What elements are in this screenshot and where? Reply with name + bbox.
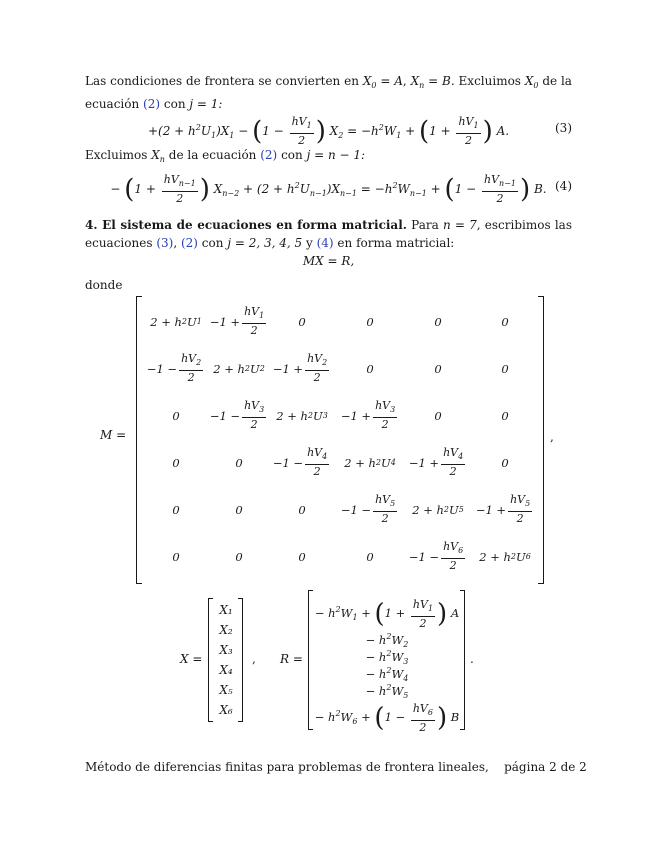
matrix-cell: 0 [235,455,243,470]
vector-entry: X₁ [219,603,233,617]
matrix-cell: 0 [501,361,509,376]
text: , escribimos las ecuaciones [85,218,572,250]
matrix-cell: −1 − $\frac{hV_6}{2}$ [408,540,464,572]
math-x0: $X_0$ [524,74,539,90]
matrix-cell: −1 − $\frac{hV_4}{2}$ [272,446,328,478]
section-heading: 4. El sistema de ecuaciones en forma matricial. [85,218,407,232]
left-bracket [308,590,313,730]
math-x0-equals-a: $X_0 = A$ [362,74,403,90]
text: Para [411,218,439,232]
vector-entry: X₄ [219,663,233,677]
matrix-cell: 0 [235,502,243,517]
vector-entry: − $h^2W_2$ [365,632,409,649]
equation-link[interactable]: (2) [260,148,278,162]
matrix-cell: −1 − $\frac{hV_2}{2}$ [146,352,202,384]
equation-link[interactable]: (4) [316,236,334,250]
matrix-cell: 2 + h 2 U 5 [412,502,464,517]
matrix-cell: −1 + $\frac{hV_2}{2}$ [272,352,328,384]
vector-entries [314,592,460,732]
vector-entries [214,600,238,720]
matrix-cell: 0 [172,502,180,517]
vector-entry: X₂ [219,623,233,637]
vector-entry: − $h^2W_4$ [365,666,409,683]
vector-entry: − $h^2W_6 + (1$ − $\frac{hV_6}{2}$ ) B [314,701,460,734]
punctuation: , [550,430,554,444]
matrix-cell: 0 [298,549,306,564]
matrix-cell: 0 [172,549,180,564]
matrix-cell: −1 + $\frac{hV_3}{2}$ [340,399,396,431]
equation-number: (3) [555,121,572,135]
matrix-cell: 0 [501,408,509,423]
matrix-cell: 0 [366,361,374,376]
text: con [281,148,303,162]
vector-entry: X₅ [219,683,233,697]
paragraph-boundary-conditions: Las condiciones de frontera se convierten en $X_0 = A$, $X_n = B$. Excluimos $X_0$ de la ecuación (2) con j = 1: [85,74,572,111]
vector-r [280,590,490,734]
matrix-cell: −1 + $\frac{hV_1}{2}$ [209,305,265,337]
matrix-cell: 0 [298,502,306,517]
right-bracket [538,296,544,584]
matrix-cell: 0 [366,314,374,329]
math-condition: j = n − 1: [306,148,366,162]
text: con [201,236,224,250]
page-footer: Método de diferencias finitas para problemas de frontera lineales, página 2 de 2 [85,760,587,774]
equation-4 [85,166,572,206]
vector-entry: − $h^2W_5$ [365,683,409,700]
text: en forma matricial: [337,236,455,250]
matrix-cell: 0 [434,361,442,376]
matrix-cell: −1 − $\frac{hV_5}{2}$ [340,493,396,525]
text: de la ecuación [85,74,572,111]
matrix-cell: 0 [434,408,442,423]
left-bracket [208,598,213,722]
text: y [305,236,313,250]
matrix-cell: 2 + h 2 U 1 [150,314,202,329]
vector-label: X = [180,652,203,666]
vector-entry: − $h^2W_3$ [365,649,409,666]
math-j-list: j = 2, 3, 4, 5 [227,236,303,250]
right-bracket [238,598,243,722]
matrix-cell: 2 + h 2 U 3 [276,408,328,423]
matrix-cell: 0 [235,549,243,564]
right-bracket [460,590,465,730]
math-condition: j = 1: [189,97,223,111]
punctuation: . [470,652,474,666]
matrix-cell: 0 [298,314,306,329]
vector-x [180,598,270,724]
equation-4-body: − (1 + $\frac{hV_{n-1}}{2}$ ) $X_{n-2} + (2 + h^2U_{n-1})X_{n-1} = -h^2W_{n-1} + (1$ − $\frac{hV_{n-1}}{2}$ ) B. [110,173,547,205]
equation-link[interactable]: (2) [143,97,161,111]
math-n-equals-7: n = 7 [442,218,477,232]
text: Las condiciones de frontera se convierten en [85,74,359,88]
vector-label: R = [280,652,303,666]
matrix-cell: 0 [501,314,509,329]
math-xn-equals-b: $X_n = B$ [410,74,451,90]
equation-3 [85,108,572,148]
matrix-grid [142,298,538,580]
matrix-cell: 0 [366,549,374,564]
equation-3-body: $+(2 + h^2U_1)X_1 - (1$ − $\frac{hV_1}{2}$ ) $X_2 = -h^2W_1 + (1$ + $\frac{hV_1}{2}$ ) A. [147,115,510,147]
matrix-cell: −1 + $\frac{hV_5}{2}$ [475,493,531,525]
matrix-m [100,296,560,582]
matrix-cell: 0 [501,455,509,470]
matrix-cell: −1 + $\frac{hV_4}{2}$ [408,446,464,478]
punctuation: , [252,652,256,666]
text: con [163,97,186,111]
vector-entry: X₃ [219,643,233,657]
matrix-label: M = [100,428,127,442]
equation-link[interactable]: (3) [156,236,174,250]
equation-link[interactable]: (2) [180,236,198,250]
donde-text: donde [85,278,123,292]
matrix-cell: 0 [172,455,180,470]
text: de la ecuación [168,148,257,162]
matrix-cell: 2 + h 2 U 2 [213,361,265,376]
vector-entry: X₆ [219,703,233,717]
math-xn: $X_n$ [151,148,165,164]
text: , [173,236,178,250]
section-4-paragraph [85,216,572,252]
matrix-cell: 2 + h 2 U 4 [344,455,396,470]
matrix-cell: −1 − $\frac{hV_3}{2}$ [209,399,265,431]
text: Excluimos [85,148,148,162]
system-equation: MX = R, [302,254,355,268]
equation-number: (4) [555,179,572,193]
text: Excluimos [458,74,521,88]
matrix-cell: 0 [172,408,180,423]
vector-entry: − $h^2W_1 + (1$ + $\frac{hV_1}{2}$ ) A [314,597,460,630]
matrix-cell: 0 [434,314,442,329]
matrix-cell: 2 + h 2 U 6 [479,549,531,564]
